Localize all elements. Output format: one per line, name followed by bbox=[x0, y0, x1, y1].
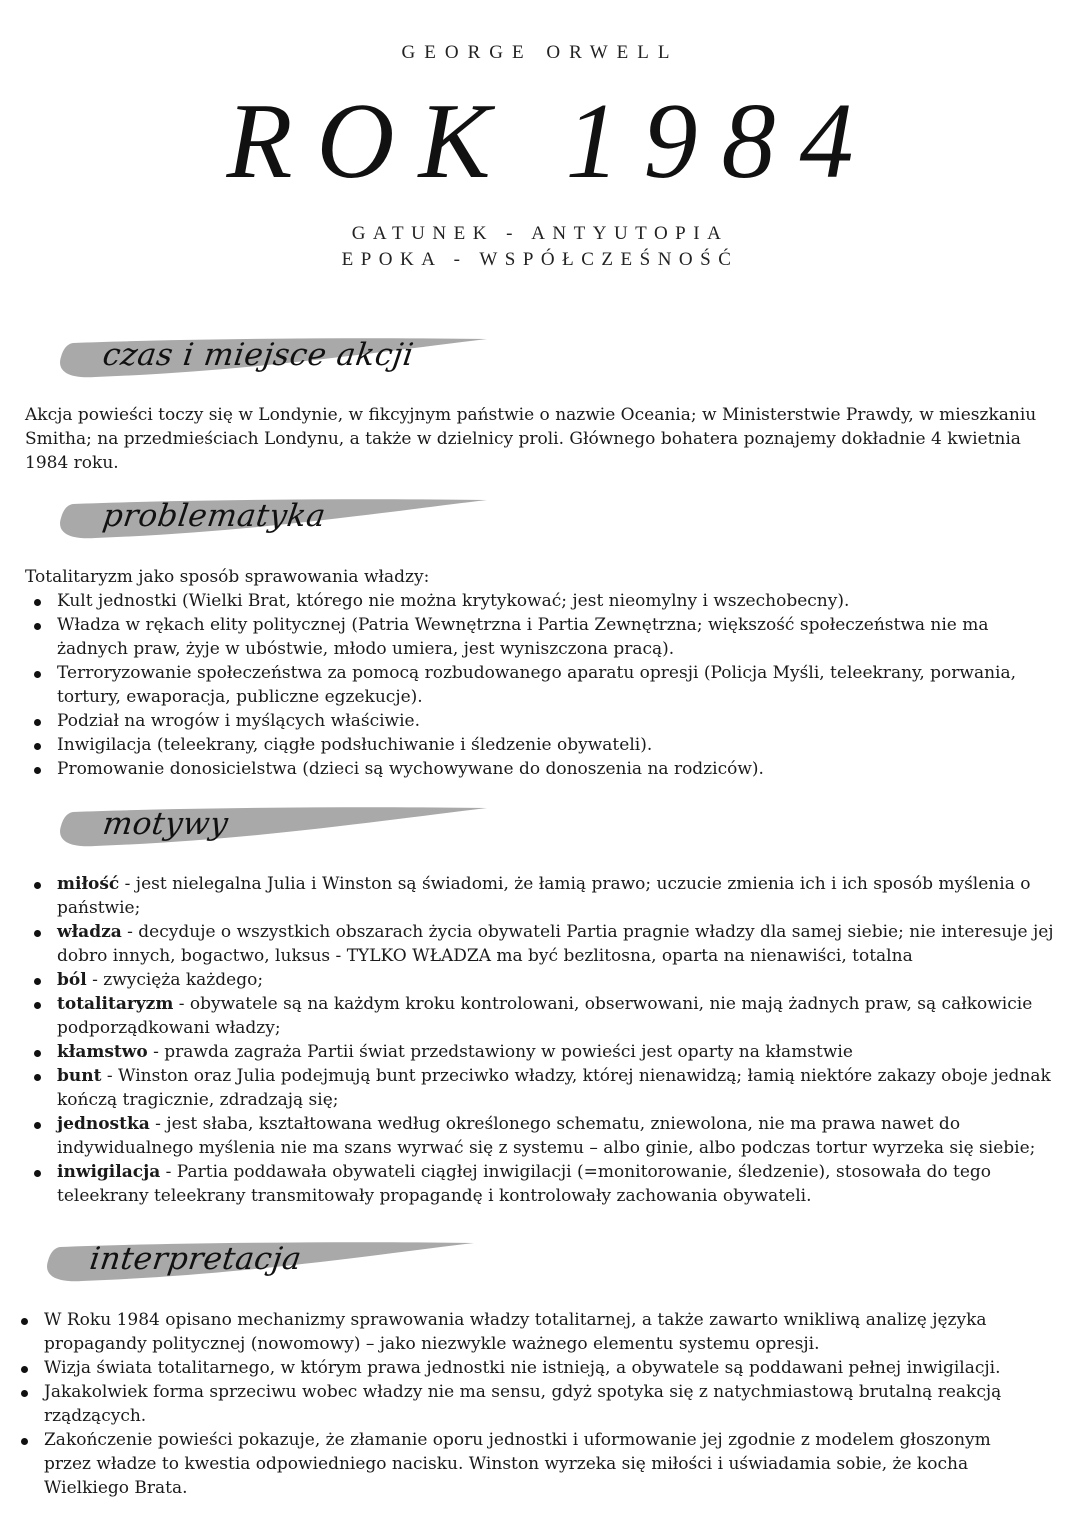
list-item: Zakończenie powieści pokazuje, że złamanie oporu jednostki i uformowanie jej zgodnie z modelem głoszonym przez władze to kwestia odpowiedniego nacisku. Winston wyrzeka się miłości i uświadamia sobie, że kocha Wielkiego Brata. bbox=[12, 1428, 1022, 1500]
heading-interpretacja bbox=[42, 1237, 502, 1297]
heading-problematyka bbox=[55, 494, 515, 554]
list-item: Władza w rękach elity politycznej (Patria Wewnętrzna i Partia Zewnętrzna; większość społeczeństwa nie ma żadnych praw, żyje w ubóstwie, młodo umiera, jest wyniszczona pracą). bbox=[25, 613, 1035, 661]
list-item bbox=[25, 992, 1055, 1040]
heading-label: motywy bbox=[100, 806, 231, 842]
motif-description: - jest nielegalna Julia i Winston są świadomi, że łamią prawo; uczucie zmienia ich i ich sposób myślenia o państwie; bbox=[57, 874, 1031, 918]
author-name: GEORGE ORWELL bbox=[401, 42, 679, 63]
problematyka-list bbox=[25, 589, 1035, 781]
motif-term: totalitaryzm bbox=[57, 994, 174, 1014]
motif-description: - prawda zagraża Partii świat przedstawiony w powieści jest oparty na kłamstwie bbox=[147, 1042, 853, 1062]
problematyka-intro: Totalitaryzm jako sposób sprawowania władzy: bbox=[25, 567, 430, 587]
motif-description: - Partia poddawała obywateli ciągłej inwigilacji (=monitorowanie, śledzenie), stosowała do tego teleekrany teleekrany transmitowały propagandę i kontrolowały zachowania obywateli. bbox=[57, 1162, 992, 1206]
page-title: ROK 1984 bbox=[226, 82, 878, 201]
motif-term: bunt bbox=[57, 1066, 102, 1086]
czas-paragraph: Akcja powieści toczy się w Londynie, w fikcyjnym państwie o nazwie Oceania; w Ministerstwie Prawdy, w mieszkaniu Smitha; na przedmieściach Londynu, a także w dzielnicy proli. Głównego bohatera poznajemy dokładnie 4 kwietnia 1984 roku. bbox=[25, 405, 1037, 473]
motif-description: - jest słaba, kształtowana według określonego schematu, zniewolona, nie ma prawa nawet do indywidualnego myślenia nie ma szans wyrwać się z systemu – albo ginie, albo podczas tortur wyrzeka się siebie; bbox=[57, 1114, 1036, 1158]
interpretacja-list bbox=[12, 1308, 1022, 1500]
motif-description: - zwycięża każdego; bbox=[86, 970, 264, 990]
motif-description: - Winston oraz Julia podejmują bunt przeciwko władzy, której nienawidzą; łamią niektóre zakazy oboje jednak kończą tragicznie, zdradzają się; bbox=[57, 1066, 1051, 1110]
heading-label: problematyka bbox=[100, 498, 329, 534]
list-item: Inwigilacja (teleekrany, ciągłe podsłuchiwanie i śledzenie obywateli). bbox=[25, 733, 1035, 757]
list-item bbox=[25, 1160, 1055, 1208]
motif-term: miłość bbox=[57, 874, 120, 894]
list-item: Promowanie donosicielstwa (dzieci są wychowywane do donoszenia na rodziców). bbox=[25, 757, 1035, 781]
list-item bbox=[25, 1040, 1055, 1064]
list-item bbox=[25, 872, 1055, 920]
epoch-line: EPOKA - WSPÓŁCZEŚNOŚĆ bbox=[341, 249, 739, 270]
heading-motywy bbox=[55, 802, 515, 862]
heading-czas bbox=[55, 333, 515, 393]
list-item: Podział na wrogów i myślących właściwie. bbox=[25, 709, 1035, 733]
list-item bbox=[25, 968, 1055, 992]
list-item bbox=[25, 1112, 1055, 1160]
genre-line: GATUNEK - ANTYUTOPIA bbox=[351, 223, 729, 244]
motywy-list bbox=[25, 872, 1055, 1208]
motif-term: inwigilacja bbox=[57, 1162, 161, 1182]
motif-description: - decyduje o wszystkich obszarach życia obywateli Partia pragnie władzy dla samej siebie; nie interesuje jej dobro innych, bogactwo, luksus - TYLKO WŁADZA ma być bezlitosna, oparta na nienawiści, totalna bbox=[57, 922, 1054, 966]
list-item: Jakakolwiek forma sprzeciwu wobec władzy nie ma sensu, gdyż spotyka się z natychmiastową brutalną reakcją rządzących. bbox=[12, 1380, 1022, 1428]
list-item bbox=[25, 1064, 1055, 1112]
heading-label: czas i miejsce akcji bbox=[100, 337, 417, 373]
list-item: W Roku 1984 opisano mechanizmy sprawowania władzy totalitarnej, a także zawarto wnikliwą analizę języka propagandy politycznej (nowomowy) – jako niezwykle ważnego elementu systemu opresji. bbox=[12, 1308, 1022, 1356]
list-item: Wizja świata totalitarnego, w którym prawa jednostki nie istnieją, a obywatele są poddawani pełnej inwigilacji. bbox=[12, 1356, 1022, 1380]
heading-label: interpretacja bbox=[87, 1241, 304, 1277]
motif-term: kłamstwo bbox=[57, 1042, 148, 1062]
motif-term: władza bbox=[57, 922, 122, 942]
list-item: Kult jednostki (Wielki Brat, którego nie można krytykować; jest nieomylny i wszechobecny). bbox=[25, 589, 1035, 613]
motif-term: ból bbox=[57, 970, 87, 990]
list-item bbox=[25, 920, 1055, 968]
list-item: Terroryzowanie społeczeństwa za pomocą rozbudowanego aparatu opresji (Policja Myśli, teleekrany, porwania, tortury, ewaporacja, publiczne egzekucje). bbox=[25, 661, 1035, 709]
motif-term: jednostka bbox=[57, 1114, 150, 1134]
motif-description: - obywatele są na każdym kroku kontrolowani, obserwowani, nie mają żadnych praw, są całkowicie podporządkowani władzy; bbox=[57, 994, 1033, 1038]
